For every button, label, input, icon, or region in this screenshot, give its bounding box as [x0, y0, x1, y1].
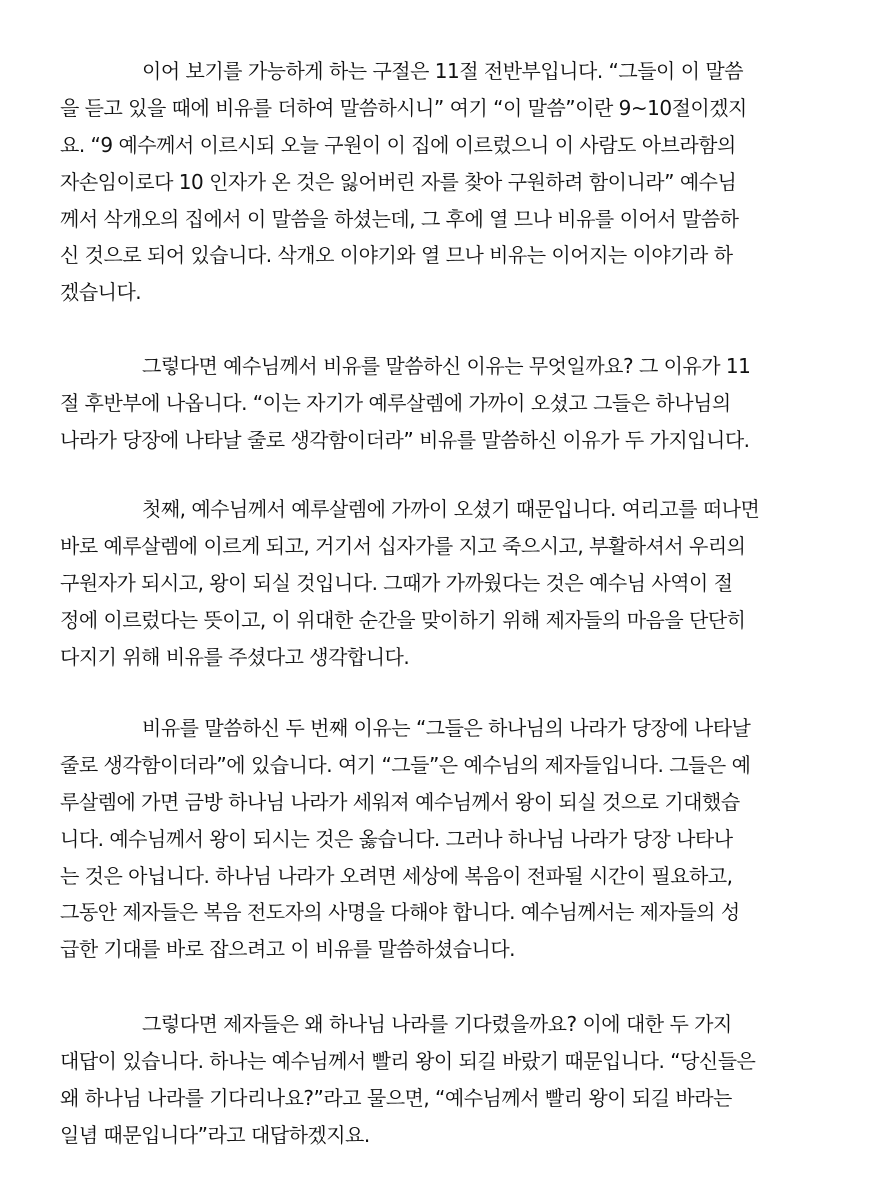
paragraph-line: 구원자가 되시고, 왕이 되실 것입니다. 그때가 가까웠다는 것은 예수님 사역이 절: [60, 570, 733, 595]
paragraph-line: 루살렘에 가면 금방 하나님 나라가 세워져 예수님께서 왕이 되실 것으로 기대했습: [60, 789, 740, 814]
paragraph-line: 일념 때문입니다”라고 대답하겠지요.: [60, 1122, 370, 1147]
paragraph-line: 바로 예루살렘에 이르게 되고, 거기서 십자가를 지고 죽으시고, 부활하셔서 우리의: [60, 533, 746, 558]
paragraph-line: 을 듣고 있을 때에 비유를 더하여 말씀하시니” 여기 “이 말씀”이란 9~10절이겠지: [60, 95, 747, 120]
paragraph-line: 니다. 예수님께서 왕이 되시는 것은 옳습니다. 그러나 하나님 나라가 당장 나타나: [60, 826, 733, 851]
paragraph-line: 나라가 당장에 나타날 줄로 생각함이더라” 비유를 말씀하신 이유가 두 가지입니다.: [60, 427, 750, 452]
paragraph-5: [60, 1006, 812, 1154]
paragraph-line: 첫째, 예수님께서 예루살렘에 가까이 오셨기 때문입니다. 여리고를 떠나면: [142, 497, 760, 521]
paragraph-line: 신 것으로 되어 있습니다. 삭개오 이야기와 열 므나 비유는 이어지는 이야기라 하: [60, 243, 733, 268]
paragraph-line: 그렇다면 제자들은 왜 하나님 나라를 기다렸을까요? 이에 대한 두 가지: [142, 1012, 732, 1036]
paragraph-line: 요. “9 예수께서 이르시되 오늘 구원이 이 집에 이르렀으니 이 사람도 아브라함의: [60, 132, 736, 157]
paragraph-line: 그렇다면 예수님께서 비유를 말씀하신 이유는 무엇일까요? 그 이유가 11: [142, 354, 751, 378]
paragraph-1: [60, 53, 812, 311]
paragraph-line: 대답이 있습니다. 하나는 예수님께서 빨리 왕이 되길 바랐기 때문입니다. “당신들은: [60, 1048, 756, 1073]
paragraph-line: 이어 보기를 가능하게 하는 구절은 11절 전반부입니다. “그들이 이 말씀: [142, 59, 744, 83]
paragraph-line: 급한 기대를 바로 잡으려고 이 비유를 말씀하셨습니다.: [60, 937, 516, 962]
paragraph-line: 자손임이로다 10 인자가 온 것은 잃어버린 자를 찾아 구원하려 함이니라” 예수님: [60, 169, 737, 194]
paragraph-line: 비유를 말씀하신 두 번째 이유는 “그들은 하나님의 나라가 당장에 나타날: [142, 716, 751, 740]
paragraph-line: 줄로 생각함이더라”에 있습니다. 여기 “그들”은 예수님의 제자들입니다. 그들은 예: [60, 752, 751, 777]
paragraph-line: 겠습니다.: [60, 280, 142, 305]
paragraph-line: 다지기 위해 비유를 주셨다고 생각합니다.: [60, 644, 410, 669]
paragraph-line: 께서 삭개오의 집에서 이 말씀을 하셨는데, 그 후에 열 므나 비유를 이어서 말씀하: [60, 206, 739, 231]
paragraph-line: 왜 하나님 나라를 기다리나요?”라고 물으면, “예수님께서 빨리 왕이 되길 바라는: [60, 1085, 732, 1110]
paragraph-4: [60, 710, 812, 968]
paragraph-2: [60, 348, 812, 459]
paragraph-line: 그동안 제자들은 복음 전도자의 사명을 다해야 합니다. 예수님께서는 제자들의 성: [60, 900, 740, 925]
paragraph-3: [60, 491, 812, 675]
paragraph-line: 는 것은 아닙니다. 하나님 나라가 오려면 세상에 복음이 전파될 시간이 필요하고,: [60, 863, 733, 888]
paragraph-line: 정에 이르렀다는 뜻이고, 이 위대한 순간을 맞이하기 위해 제자들의 마음을 단단히: [60, 607, 746, 632]
paragraph-line: 절 후반부에 나옵니다. “이는 자기가 예루살렘에 가까이 오셨고 그들은 하나님의: [60, 390, 731, 415]
